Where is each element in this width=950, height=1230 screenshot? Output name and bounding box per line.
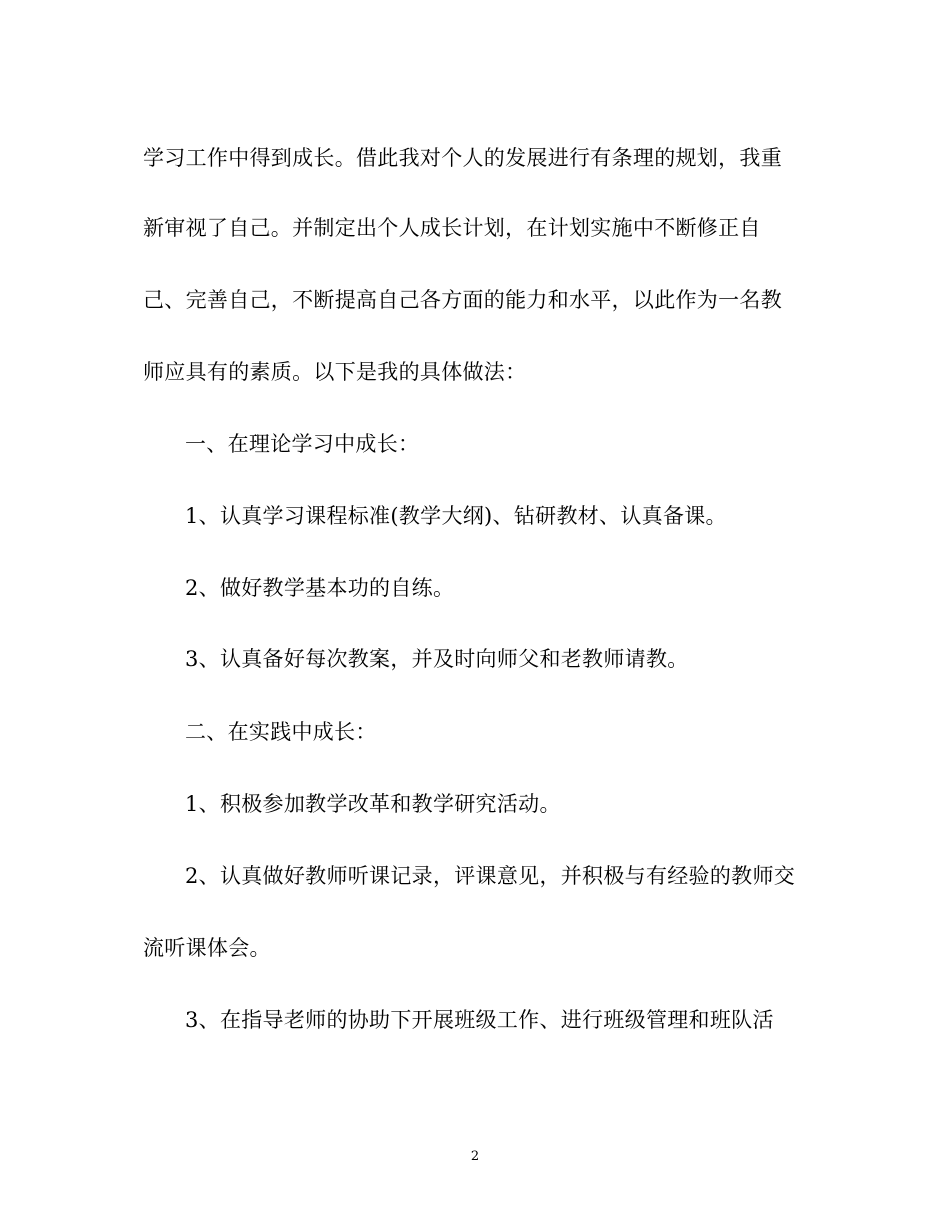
paragraph-line-2: 新审视了自己。并制定出个人成长计划，在计划实施中不断修正自 — [143, 216, 761, 240]
section-heading-practice: 二、在实践中成长： — [185, 720, 377, 744]
section-heading-theory: 一、在理论学习中成长： — [185, 432, 420, 456]
paragraph-line-3: 己、完善自己，不断提高自己各方面的能力和水平，以此作为一名教 — [143, 288, 782, 312]
list-item-practice-1: 1、积极参加教学改革和教学研究活动。 — [185, 792, 561, 816]
list-item-practice-3: 3、在指导老师的协助下开展班级工作、进行班级管理和班队活 — [185, 1008, 774, 1032]
list-item-theory-1: 1、认真学习课程标准(教学大纲)、钻研教材、认真备课。 — [185, 504, 727, 528]
list-item-theory-3: 3、认真备好每次教案，并及时向师父和老教师请教。 — [185, 647, 689, 671]
list-item-practice-2: 2、认真做好教师听课记录，评课意见，并积极与有经验的教师交 — [185, 864, 796, 888]
page-number: 2 — [470, 1149, 480, 1164]
paragraph-line-1: 学习工作中得到成长。借此我对个人的发展进行有条理的规划，我重 — [143, 146, 782, 170]
list-item-theory-2: 2、做好教学基本功的自练。 — [185, 576, 455, 600]
paragraph-line-4: 师应具有的素质。以下是我的具体做法： — [143, 360, 527, 384]
list-item-practice-2-continued: 流听课体会。 — [143, 936, 271, 960]
